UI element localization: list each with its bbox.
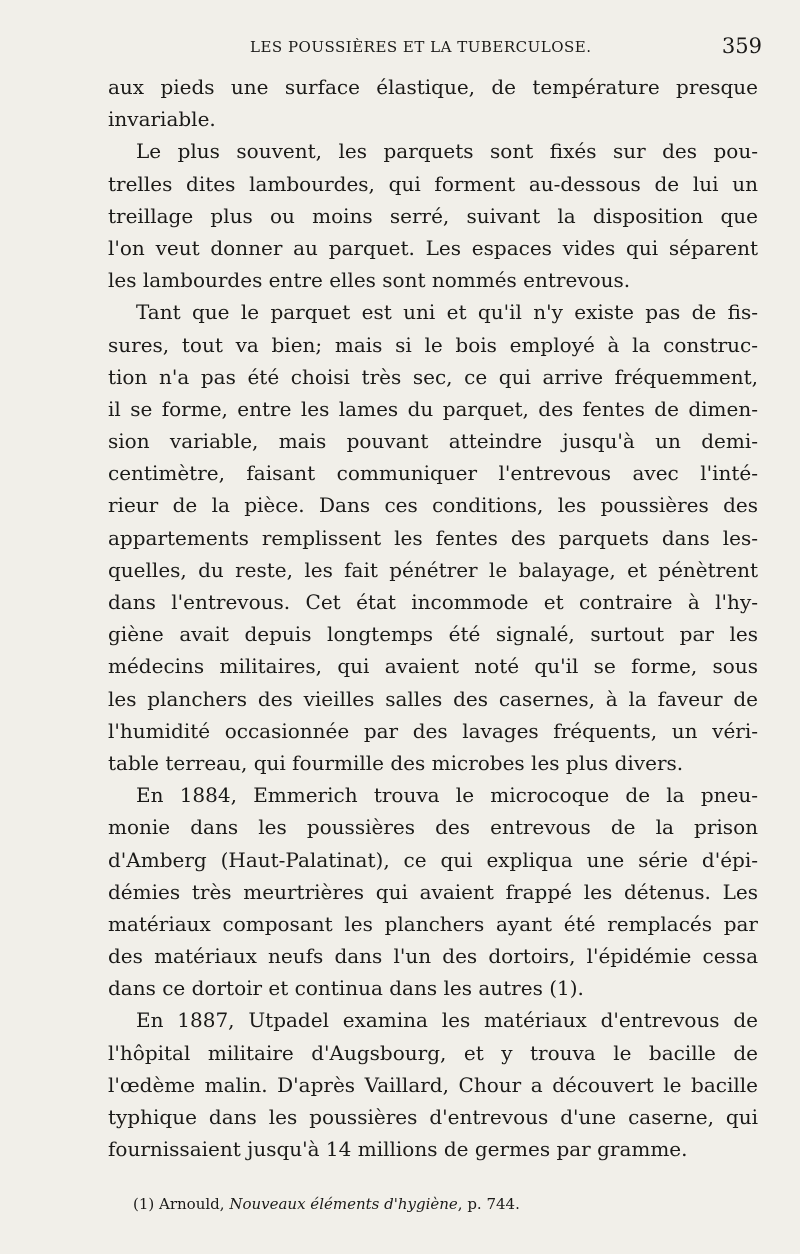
text-line: trelles dites lambourdes, qui forment au-dessous de lui un: [108, 171, 758, 196]
footnote-marker: (1) Arnould,: [133, 1195, 230, 1213]
footnote-page: , p. 744.: [457, 1195, 520, 1213]
paragraph-1: [108, 71, 758, 135]
text-line: l'on veut donner au parquet. Les espaces vides qui séparent: [108, 235, 758, 260]
text-line: rieur de la pièce. Dans ces conditions, les poussières des: [108, 493, 758, 518]
text-line: En 1887, Utpadel examina les matériaux d'entrevous de: [136, 1008, 758, 1033]
text-line: treillage plus ou moins serré, suivant la disposition que: [108, 203, 758, 228]
text-line: l'humidité occasionnée par des lavages fréquents, un véri-: [108, 718, 758, 743]
running-title: LES POUSSIÈRES ET LA TUBERCULOSE.: [250, 38, 592, 56]
text-line: matériaux composant les planchers ayant été remplacés par: [108, 911, 758, 936]
text-line: sion variable, mais pouvant atteindre jusqu'à un demi-: [108, 429, 758, 454]
paragraph-4: [108, 779, 758, 1004]
text-line: giène avait depuis longtemps été signalé, surtout par les: [108, 622, 758, 647]
footnote: [133, 1195, 520, 1213]
text-line: fournissaient jusqu'à 14 millions de germes par gramme.: [108, 1137, 688, 1162]
text-line: centimètre, faisant communiquer l'entrevous avec l'inté-: [108, 461, 758, 486]
running-head: [0, 34, 800, 62]
paragraph-2: [108, 135, 758, 296]
text-line: médecins militaires, qui avaient noté qu'il se forme, sous: [108, 654, 758, 679]
text-line: démies très meurtrières qui avaient frappé les détenus. Les: [108, 879, 758, 904]
text-line: typhique dans les poussières d'entrevous d'une caserne, qui: [108, 1105, 758, 1129]
paragraph-5: [108, 1004, 758, 1165]
page-number: 359: [721, 34, 762, 58]
text-line: des matériaux neufs dans l'un des dortoirs, l'épidémie cessa: [108, 944, 758, 969]
text-line: quelles, du reste, les fait pénétrer le balayage, et pénètrent: [108, 557, 758, 582]
text-line: d'Amberg (Haut-Palatinat), ce qui expliqua une série d'épi-: [108, 847, 758, 872]
text-line: dans ce dortoir et continua dans les autres (1).: [108, 976, 584, 1001]
text-line: les planchers des vieilles salles des casernes, à la faveur de: [108, 686, 758, 711]
text-line: tion n'a pas été choisi très sec, ce qui arrive fréquemment,: [108, 364, 758, 389]
text-line: l'œdème malin. D'après Vaillard, Chour a découvert le bacille: [108, 1072, 758, 1097]
text-line: invariable.: [108, 107, 216, 132]
text-line: il se forme, entre les lames du parquet, des fentes de dimen-: [108, 396, 758, 421]
text-line: dans l'entrevous. Cet état incommode et contraire à l'hy-: [108, 590, 758, 614]
text-line: aux pieds une surface élastique, de température presque: [108, 75, 758, 99]
text-line: appartements remplissent les fentes des parquets dans les-: [108, 525, 758, 550]
text-line: Le plus souvent, les parquets sont fixés sur des pou-: [136, 139, 758, 164]
text-line: En 1884, Emmerich trouva le microcoque de la pneu-: [136, 783, 758, 808]
text-line: les lambourdes entre elles sont nommés entrevous.: [108, 268, 631, 293]
paragraph-3: [108, 296, 758, 779]
text-line: monie dans les poussières des entrevous de la prison: [108, 815, 758, 840]
body-text: [108, 71, 758, 1165]
text-line: table terreau, qui fourmille des microbes les plus divers.: [108, 750, 684, 775]
footnote-title: Nouveaux éléments d'hygiène: [229, 1195, 458, 1213]
text-line: l'hôpital militaire d'Augsbourg, et y trouva le bacille de: [108, 1040, 758, 1065]
text-line: Tant que le parquet est uni et qu'il n'y existe pas de fis-: [136, 300, 758, 325]
text-line: sures, tout va bien; mais si le bois employé à la construc-: [108, 332, 758, 357]
